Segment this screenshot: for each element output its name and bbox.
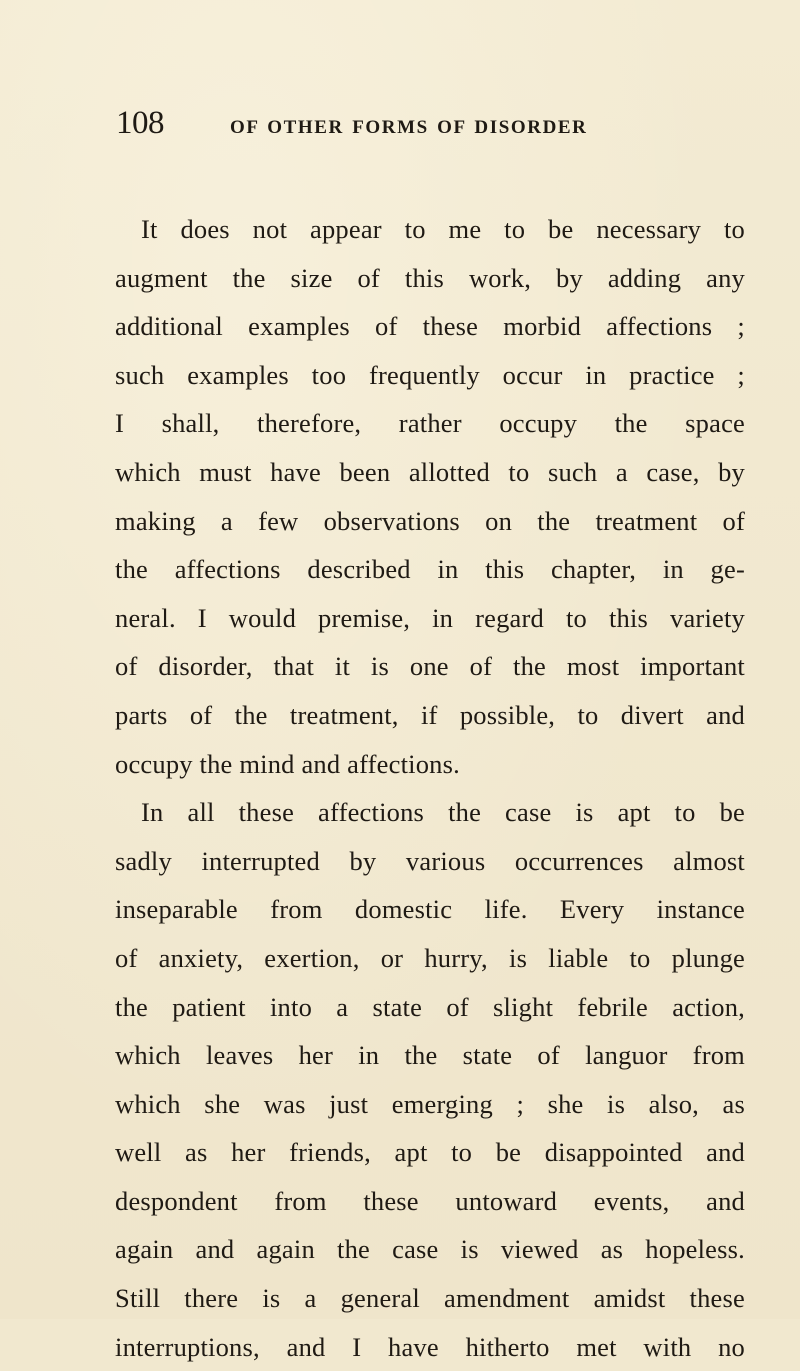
text-line: the affections described in this chapter, in ge- [115,554,745,585]
text-line: augment the size of this work, by adding any [115,262,745,293]
text-line: of anxiety, exertion, or hurry, is liable to plunge [115,942,745,973]
text-line: such examples too frequently occur in practice ; [115,359,745,390]
text-line: neral. I would premise, in regard to this variety [115,602,745,633]
text-line: Still there is a general amendment amidst these [115,1283,745,1314]
text-line: despondent from these untoward events, and [115,1185,745,1216]
text-line: sadly interrupted by various occurrences almost [115,845,745,876]
text-line: which she was just emerging ; she is also, as [115,1088,745,1119]
text-line: which must have been allotted to such a case, by [115,456,745,487]
body-text [115,205,745,1371]
text-line: It does not appear to me to be necessary to [141,214,745,244]
text-line: interruptions, and I have hitherto met with no [115,1331,745,1362]
text-line: making a few observations on the treatment of [115,505,745,536]
text-line: inseparable from domestic life. Every instance [115,894,745,925]
text-line: I shall, therefore, rather occupy the space [115,408,745,439]
text-line: the patient into a state of slight febrile action, [115,991,745,1022]
text-line: parts of the treatment, if possible, to divert and [115,699,745,730]
running-head [116,103,736,147]
text-line: of disorder, that it is one of the most important [115,651,745,682]
text-line: additional examples of these morbid affections ; [115,311,745,342]
page-number: 108 [116,105,164,141]
text-line: again and again the case is viewed as hopeless. [115,1234,745,1265]
text-line: In all these affections the case is apt to be [141,797,745,828]
text-line: occupy the mind and affections. [115,748,460,779]
text-line: well as her friends, apt to be disappointed and [115,1137,745,1168]
text-line: which leaves her in the state of languor from [115,1040,745,1071]
running-title: OF OTHER FORMS OF DISORDER [230,117,588,138]
